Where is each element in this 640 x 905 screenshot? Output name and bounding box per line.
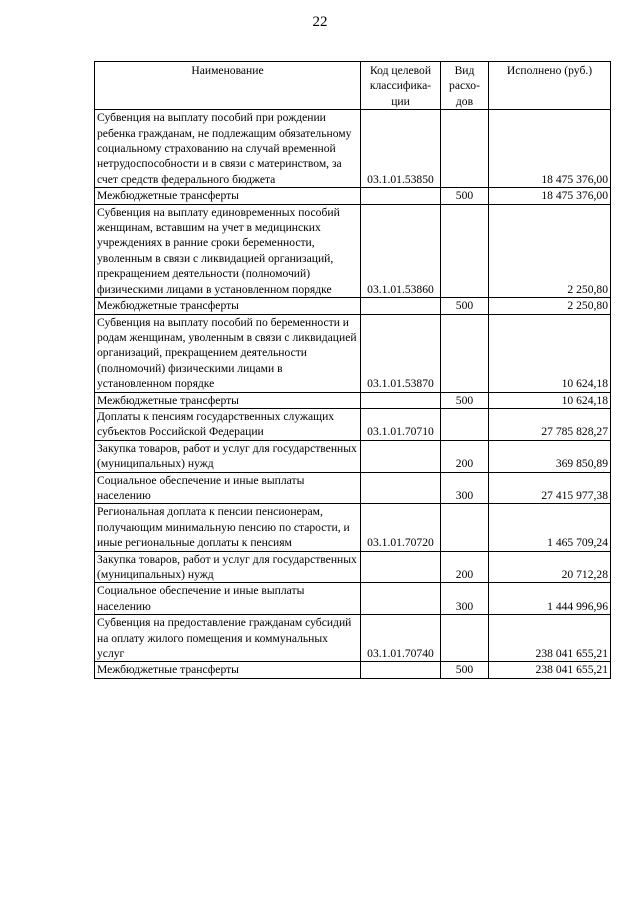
- row-amount: 18 475 376,00: [489, 188, 611, 204]
- row-kind: 500: [441, 662, 489, 678]
- header-amount: Исполнено (руб.): [489, 62, 611, 110]
- table-row: [95, 472, 611, 504]
- row-code: [361, 188, 441, 204]
- table-row: [95, 392, 611, 408]
- table-row: [95, 551, 611, 583]
- row-code: [361, 662, 441, 678]
- row-name: Субвенция на предоставление гражданам субсидий на оплату жилого помещения и коммунальных услуг: [95, 615, 361, 662]
- row-code: 03.1.01.53850: [361, 110, 441, 188]
- row-amount: 10 624,18: [489, 314, 611, 392]
- row-code: 03.1.01.70710: [361, 408, 441, 440]
- row-kind: [441, 408, 489, 440]
- table-row: [95, 110, 611, 188]
- row-name: Социальное обеспечение и иные выплаты населению: [95, 583, 361, 615]
- row-amount: 27 785 828,27: [489, 408, 611, 440]
- row-code: [361, 298, 441, 314]
- table-row: [95, 440, 611, 472]
- row-amount: 18 475 376,00: [489, 110, 611, 188]
- row-kind: [441, 504, 489, 551]
- row-name: Субвенция на выплату единовременных пособий женщинам, вставшим на учет в медицинских учреждениях в ранние сроки беременности, уволенным в связи с ликвидацией организаций, прекращением деятельности (полномочий) физическими лицами в установленном порядке: [95, 204, 361, 297]
- row-kind: [441, 615, 489, 662]
- table-row: [95, 204, 611, 297]
- row-amount: 238 041 655,21: [489, 615, 611, 662]
- row-kind: 500: [441, 392, 489, 408]
- row-name: Межбюджетные трансферты: [95, 662, 361, 678]
- row-amount: 1 444 996,96: [489, 583, 611, 615]
- row-kind: [441, 204, 489, 297]
- table-header-row: [95, 62, 611, 110]
- row-amount: 2 250,80: [489, 298, 611, 314]
- table-row: [95, 188, 611, 204]
- row-kind: [441, 110, 489, 188]
- row-kind: 500: [441, 188, 489, 204]
- table-row: [95, 298, 611, 314]
- row-code: [361, 440, 441, 472]
- row-name: Субвенция на выплату пособий по беременности и родам женщинам, уволенным в связи с ликвидацией организаций, прекращением деятельности (полномочий) физическими лицами в установленном порядке: [95, 314, 361, 392]
- row-code: [361, 392, 441, 408]
- row-name: Межбюджетные трансферты: [95, 188, 361, 204]
- row-name: Межбюджетные трансферты: [95, 298, 361, 314]
- row-code: [361, 472, 441, 504]
- row-code: 03.1.01.53860: [361, 204, 441, 297]
- row-name: Доплаты к пенсиям государственных служащих субъектов Российской Федерации: [95, 408, 361, 440]
- header-code: Код целевой классифика-ции: [361, 62, 441, 110]
- row-kind: [441, 314, 489, 392]
- table-row: [95, 314, 611, 392]
- row-kind: 200: [441, 440, 489, 472]
- header-name: Наименование: [95, 62, 361, 110]
- row-amount: 2 250,80: [489, 204, 611, 297]
- row-kind: 300: [441, 583, 489, 615]
- row-amount: 20 712,28: [489, 551, 611, 583]
- row-name: Социальное обеспечение и иные выплаты населению: [95, 472, 361, 504]
- row-amount: 27 415 977,38: [489, 472, 611, 504]
- row-amount: 238 041 655,21: [489, 662, 611, 678]
- table-row: [95, 615, 611, 662]
- row-code: 03.1.01.70720: [361, 504, 441, 551]
- table-row: [95, 583, 611, 615]
- row-code: [361, 583, 441, 615]
- row-name: Закупка товаров, работ и услуг для государственных (муниципальных) нужд: [95, 551, 361, 583]
- row-kind: 500: [441, 298, 489, 314]
- header-kind: Вид расхо-дов: [441, 62, 489, 110]
- row-kind: 200: [441, 551, 489, 583]
- row-code: 03.1.01.53870: [361, 314, 441, 392]
- row-amount: 10 624,18: [489, 392, 611, 408]
- row-kind: 300: [441, 472, 489, 504]
- table-row: [95, 408, 611, 440]
- row-code: [361, 551, 441, 583]
- row-name: Субвенция на выплату пособий при рождении ребенка гражданам, не подлежащим обязательному социальному страхованию на случай временной нетрудоспособности и в связи с материнством, за счет средств федерального бюджета: [95, 110, 361, 188]
- row-name: Закупка товаров, работ и услуг для государственных (муниципальных) нужд: [95, 440, 361, 472]
- row-name: Межбюджетные трансферты: [95, 392, 361, 408]
- budget-execution-table: [94, 61, 611, 679]
- page-number: 22: [312, 14, 328, 30]
- row-code: 03.1.01.70740: [361, 615, 441, 662]
- row-name: Региональная доплата к пенсии пенсионерам, получающим минимальную пенсию по старости, и иные региональные доплаты к пенсиям: [95, 504, 361, 551]
- table-row: [95, 662, 611, 678]
- row-amount: 1 465 709,24: [489, 504, 611, 551]
- row-amount: 369 850,89: [489, 440, 611, 472]
- table-row: [95, 504, 611, 551]
